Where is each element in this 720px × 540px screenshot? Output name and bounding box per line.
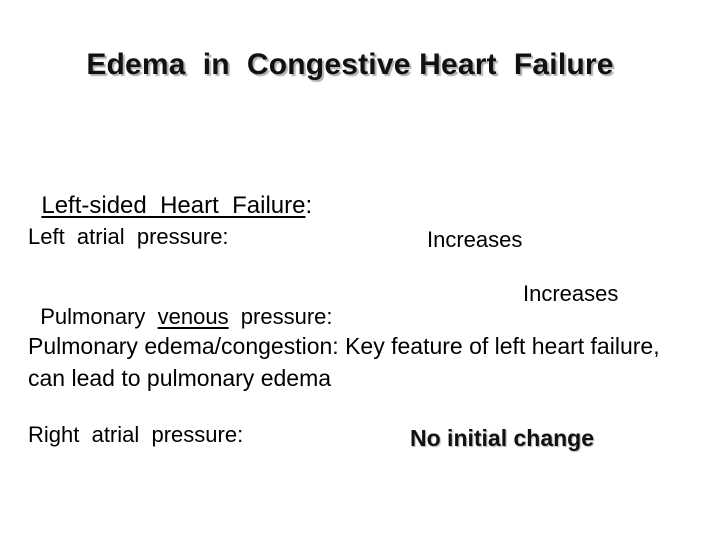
right-atrial-pressure-value: No initial change <box>410 425 595 451</box>
pulmonary-venous-label-end: pressure: <box>228 304 333 329</box>
section-heading-colon: : <box>305 192 313 219</box>
pulmonary-venous-label-start: Pulmonary <box>40 304 158 329</box>
slide-title: Edema in Congestive Heart Failure <box>86 48 614 81</box>
pulmonary-edema-paragraph: Pulmonary edema/congestion: Key feature of left heart failure, can lead to pulmonary edema <box>28 333 660 391</box>
venous-underlined-word: venous <box>157 304 229 329</box>
pulmonary-venous-pressure-value: Increases <box>523 281 619 306</box>
right-atrial-pressure-label: Right atrial pressure: <box>28 422 244 447</box>
pulmonary-venous-pressure-label <box>28 278 333 330</box>
section-heading <box>28 164 312 220</box>
left-atrial-pressure-value: Increases <box>427 227 523 252</box>
left-atrial-pressure-label: Left atrial pressure: <box>28 224 229 249</box>
section-heading-text: Left-sided Heart Failure <box>41 192 306 219</box>
